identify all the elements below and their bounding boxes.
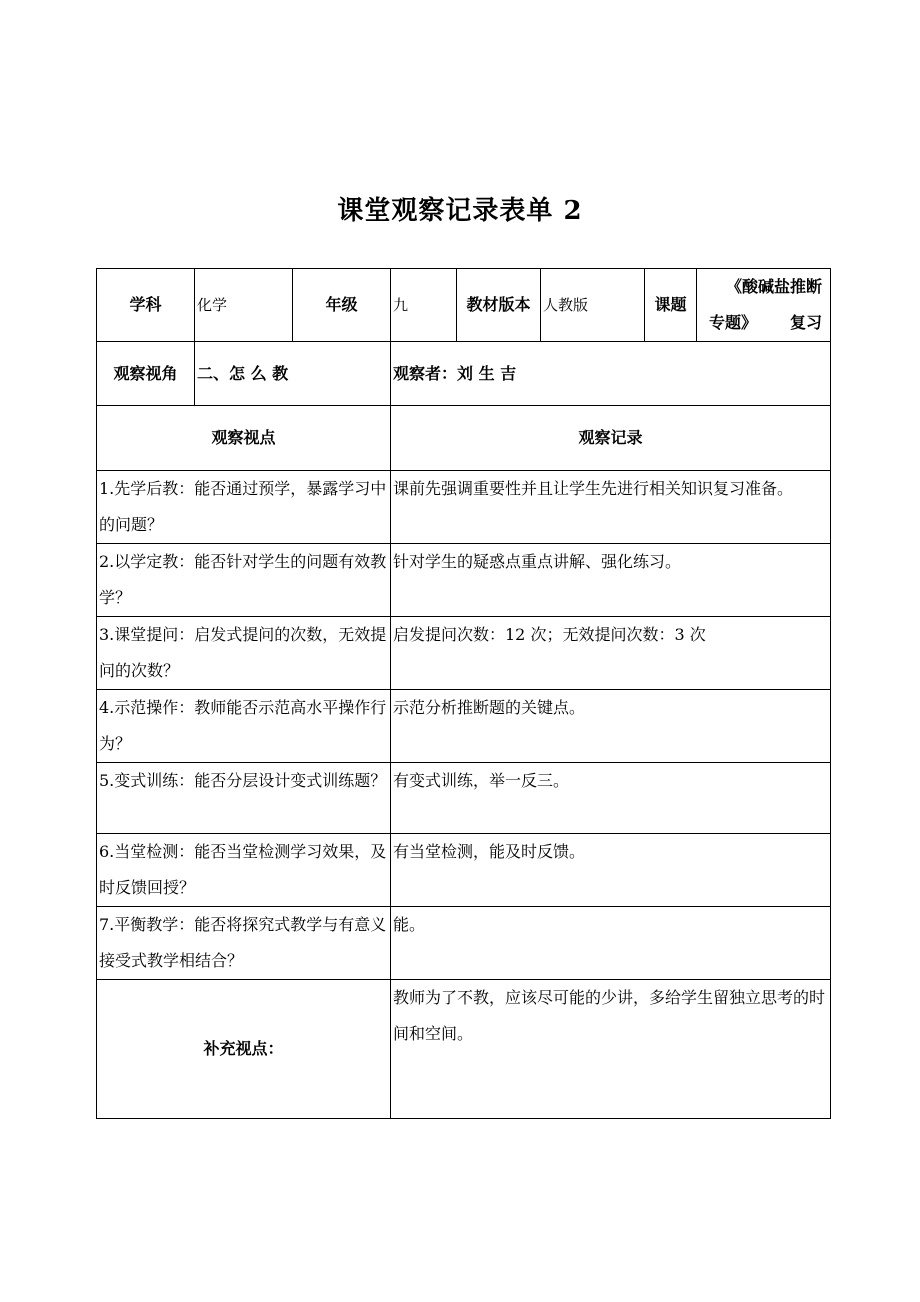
extra-label: 补充视点： bbox=[97, 980, 391, 1119]
table-row bbox=[97, 471, 831, 544]
record-cell: 有当堂检测，能及时反馈。 bbox=[391, 834, 831, 907]
points-header: 观察视点 bbox=[97, 406, 391, 471]
record-cell: 启发提问次数：12 次；无效提问次数：3 次 bbox=[391, 617, 831, 690]
record-cell: 能。 bbox=[391, 907, 831, 980]
observer: 观察者：刘 生 吉 bbox=[391, 342, 831, 406]
observation-form-table bbox=[96, 268, 831, 1119]
subject-value: 化学 bbox=[195, 269, 293, 342]
topic-line1: 《酸碱盐推断 bbox=[725, 277, 822, 296]
point-cell: 3.课堂提问：启发式提问的次数，无效提问的次数？ bbox=[97, 617, 391, 690]
table-row bbox=[97, 544, 831, 617]
point-cell: 5.变式训练：能否分层设计变式训练题？ bbox=[97, 763, 391, 834]
edition-label: 教材版本 bbox=[457, 269, 541, 342]
extra-record: 教师为了不教，应该尽可能的少讲，多给学生留独立思考的时间和空间。 bbox=[391, 980, 831, 1119]
topic-value bbox=[697, 269, 831, 342]
record-cell: 有变式训练，举一反三。 bbox=[391, 763, 831, 834]
extra-row bbox=[97, 980, 831, 1119]
record-cell: 示范分析推断题的关键点。 bbox=[391, 690, 831, 763]
point-cell: 1.先学后教：能否通过预学，暴露学习中的问题？ bbox=[97, 471, 391, 544]
records-header: 观察记录 bbox=[391, 406, 831, 471]
point-cell: 2.以学定教：能否针对学生的问题有效教学？ bbox=[97, 544, 391, 617]
table-row bbox=[97, 907, 831, 980]
point-cell: 4.示范操作：教师能否示范高水平操作行为？ bbox=[97, 690, 391, 763]
header-row bbox=[97, 269, 831, 342]
grade-value: 九 bbox=[391, 269, 457, 342]
point-cell: 6.当堂检测：能否当堂检测学习效果，及时反馈回授？ bbox=[97, 834, 391, 907]
record-cell: 课前先强调重要性并且让学生先进行相关知识复习准备。 bbox=[391, 471, 831, 544]
point-cell: 7.平衡教学：能否将探究式教学与有意义接受式教学相结合？ bbox=[97, 907, 391, 980]
page-title: 课堂观察记录表单 2 bbox=[337, 196, 583, 226]
grade-label: 年级 bbox=[293, 269, 391, 342]
table-row bbox=[97, 617, 831, 690]
topic-line2a: 专题》 bbox=[709, 313, 758, 332]
table-row bbox=[97, 690, 831, 763]
edition-value: 人教版 bbox=[541, 269, 645, 342]
perspective-row bbox=[97, 342, 831, 406]
topic-label: 课题 bbox=[645, 269, 697, 342]
topic-line2b: 复习 bbox=[789, 313, 822, 332]
perspective-value: 二、怎 么 教 bbox=[195, 342, 391, 406]
table-row bbox=[97, 763, 831, 834]
perspective-label: 观察视角 bbox=[97, 342, 195, 406]
subject-label: 学科 bbox=[97, 269, 195, 342]
record-cell: 针对学生的疑惑点重点讲解、强化练习。 bbox=[391, 544, 831, 617]
column-header-row bbox=[97, 406, 831, 471]
table-row bbox=[97, 834, 831, 907]
